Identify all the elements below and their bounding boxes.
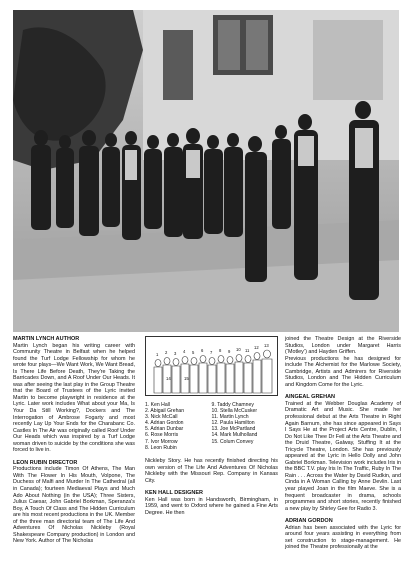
key-number: 15 [184,376,189,381]
key-name: 11. Martin Lynch [211,414,249,421]
key-name: 7. Ivor Morrow [145,438,178,445]
key-number: 1 [156,352,159,357]
leon-continuation: Nickleby Story. He has recently finished directing his own version of The Life And Adventures Of Nicholas Nickleby with the Missouri Rep. Company in Kansas City. [145,458,278,484]
key-name: 8. Leon Rubin [145,444,177,451]
key-names-right [212,402,279,451]
key-number: 3 [174,351,177,356]
key-name: 14. Mark Mulholland [211,432,258,439]
key-number: 14 [166,376,171,381]
key-numbers [146,337,277,395]
group-photo-icon [13,10,399,332]
column-right [285,336,401,551]
ken-previous: Previous productions he has designed for include The Alchemist for the Marlowe Society, Cambridge, Artists and Admirers for Riverside Studios, London and The Hidden Curriculum and Kingdom Come for the Lyric. [285,355,401,388]
key-number: 7 [210,350,213,355]
key-name: 10. Stella McCusker [211,408,258,415]
key-number: 12 [254,345,259,350]
adrian-heading: ADRIAN GORDON [285,518,333,525]
key-name: 15. Colum Convey [211,438,254,445]
ken-heading: KEN HALL DESIGNER [145,490,203,497]
key-name: 12. Paula Hamilton [211,420,255,427]
photo-key-names [145,402,278,451]
group-photo [13,10,399,332]
key-number: 4 [183,349,186,354]
column-left [13,336,135,545]
key-number: 9 [228,349,231,354]
martin-body: Martin Lynch began his writing career with Community Theatre in Belfast when he helped found the Turf Lodge Fellowship for whom he wrote four plays—We Want Work, We Want Bread, Is There Life Before Death, They're Taking the Barricades Down, and A Roof Under Our Heads. It was after seeing the last play in the Group Theatre that the Board of Trustees of the Lyric invited Martin to become playwright in residence at the Lyric. Later work includes What about your Ma, Is Your Da Still Working?, Dockers and The Interrogation of Ambrose Fogarty and most recently Lay Up Your Ends for the Charabanc Co. Castles In The Air was originally called Roof Under Our Heads which was inspired by a Turf Lodge woman driven to suicide by the conditions she was forced to live in. [13,342,135,454]
martin-heading: MARTIN LYNCH AUTHOR [13,336,80,342]
key-name: 4. Adrian Gordon [145,420,184,427]
key-name: 13. Joe McPartland [211,426,256,433]
ken-body: Ken Hall was born in Handsworth, Birmingham, in 1959, and went to Oxford where he gained a Fine Arts Degree. He then [145,496,278,516]
photo-key-diagram [145,336,278,396]
key-names-left [145,402,212,451]
aingeal-body: Trained at the Webber Douglas Academy of Dramatic Art and Music. She made her professional debut at the Arts Theatre in Right Again Barnum, she has since appeared in Says I Says He at the Project Arts Centre, Dublin, I Do Not Like Thee Dr Fell at the Arts Theatre and the Druid Theatre, Galway, Stuffing It at the Tricycle Theatre, London. She has previously appeared at the Lyric in Hello Dolly and John Gabriel Borkman. Television work includes Iris in the BBC T.V. play Iris In The Traffic, Ruby In The Rain . . . Across the Water by David Rudkin, and Cinda in A Woman Calling by Anne Devlin. Last year played Joan in the film Maeve. She is a frequent broadcaster in drama, schools programmes and short stories, recently finished a new play by Shirley Gee for Radio 3. [285,400,401,512]
key-name: 6. Rose Morris [145,432,179,439]
key-name: 1. Ken Hall [145,402,170,408]
ken-continuation: joined the Theatre Design at the Riverside Studios, London under Margaret Harris (‘Motley’) and Hayden Griffen. [285,336,401,356]
key-number: 13 [264,343,269,348]
key-name: 5. Adrian Dunbar [145,426,184,433]
key-name: 3. Nick McCall [145,414,178,421]
key-name: 2. Abigail Grehan [145,408,185,415]
key-number: 5 [192,350,195,355]
key-number: 2 [165,350,168,355]
column-middle [145,458,278,516]
key-number: 11 [245,348,250,353]
leon-body: Productions include Timon Of Athens, The Man With The Flower In His Mouth, Volpone, The Duchess of Malfi and Murder In The Cathedral (all in Canada); fourteen Mediaeval Plays and Much Ado About Nothing (in the USA); Three Sisters, Julius Caesar, John Gabriel Borkman, Speranza's Boy, A Touch Of Class and The Hidden Curriculum are his most recent productions in the UK. Member of the three man directorial team of The Life And Adventures Of Nicholas Nickleby (Royal Shakespeare Company production) in London and New York. Author of The Nicholas [13,466,135,545]
aingeal-heading: AINGEAL GREHAN [285,394,336,401]
key-name: 9. Taddy Chamney [211,402,254,408]
leon-heading: LEON RUBIN DIRECTOR [13,459,78,466]
key-number: 10 [236,347,241,352]
key-number: 8 [219,348,222,353]
adrian-body: Adrian has been associated with the Lyric for around four years assisting in everything from set construction to stage-management. He joined the Theatre professionally at the [285,524,401,551]
key-number: 6 [201,348,204,353]
